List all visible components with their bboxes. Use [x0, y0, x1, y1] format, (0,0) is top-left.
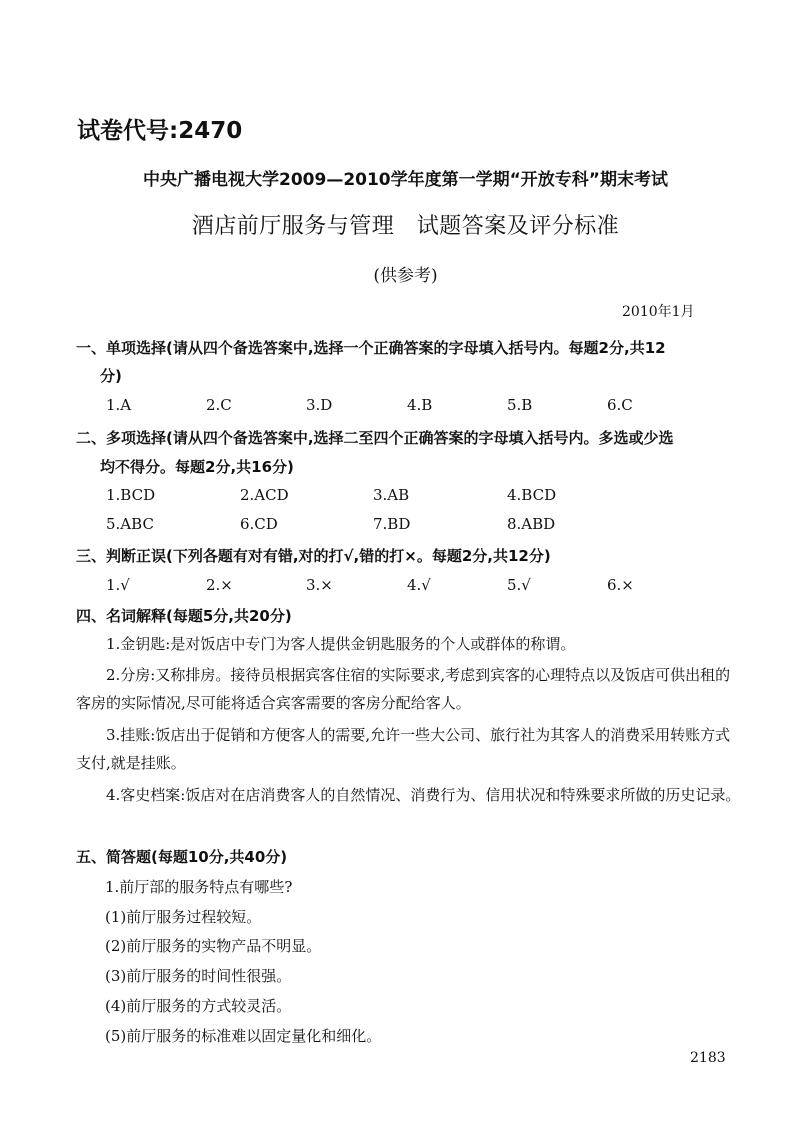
s2-answer-6: 6.CD	[240, 515, 278, 533]
s2-answer-4: 4.BCD	[507, 486, 557, 504]
term-guest-history: 4.客史档案:饭店对在店消费客人的自然情况、消费行为、信用状况和特殊要求所做的历史记录。	[106, 786, 741, 804]
section-1-title-cont: 分)	[100, 367, 122, 385]
s3-answer-3: 3.×	[306, 576, 333, 594]
s3-answer-6: 6.×	[607, 576, 634, 594]
reference-note: (供参考)	[373, 266, 438, 286]
s2-answer-5: 5.ABC	[106, 515, 154, 533]
section-3-title: 三、判断正误(下列各题有对有错,对的打√,错的打×。每题2分,共12分)	[76, 547, 551, 565]
answer-point-5: (5)前厅服务的标准难以固定量化和细化。	[105, 1027, 382, 1045]
term-golden-key: 1.金钥匙:是对饭店中专门为客人提供金钥匙服务的个人或群体的称谓。	[106, 635, 576, 653]
s3-answer-2: 2.×	[206, 576, 233, 594]
s2-answer-2: 2.ACD	[240, 486, 289, 504]
s1-answer-3: 3.D	[306, 396, 333, 414]
answer-point-3: (3)前厅服务的时间性很强。	[105, 967, 292, 985]
answer-point-2: (2)前厅服务的实物产品不明显。	[105, 937, 322, 955]
section-4-title: 四、名词解释(每题5分,共20分)	[76, 607, 292, 625]
s3-answer-5: 5.√	[507, 576, 531, 594]
s2-answer-3: 3.AB	[373, 486, 410, 504]
s1-answer-2: 2.C	[206, 396, 232, 414]
page-number: 2183	[690, 1050, 726, 1066]
page-title: 酒店前厅服务与管理 试题答案及评分标准	[191, 214, 620, 239]
paper-code: 试卷代号:2470	[77, 118, 243, 144]
section-2-title: 二、多项选择(请从四个备选答案中,选择二至四个正确答案的字母填入括号内。多选或少选	[76, 429, 674, 447]
question-1: 1.前厅部的服务特点有哪些?	[105, 878, 293, 896]
section-1-title: 一、单项选择(请从四个备选答案中,选择一个正确答案的字母填入括号内。每题2分,共12	[76, 339, 666, 357]
answer-point-1: (1)前厅服务过程较短。	[105, 908, 262, 926]
exam-heading: 中央广播电视大学2009—2010学年度第一学期“开放专科”期末考试	[143, 170, 668, 190]
s1-answer-6: 6.C	[607, 396, 633, 414]
s3-answer-1: 1.√	[106, 576, 130, 594]
section-2-title-cont: 均不得分。每题2分,共16分)	[100, 458, 294, 476]
s3-answer-4: 4.√	[407, 576, 431, 594]
s2-answer-8: 8.ABD	[507, 515, 556, 533]
answer-point-4: (4)前厅服务的方式较灵活。	[105, 997, 292, 1015]
s1-answer-5: 5.B	[507, 396, 533, 414]
term-charge-account: 3.挂账:饭店出于促销和方便客人的需要,允许一些大公司、旅行社为其客人的消费采用转账方式支付,就是挂账。	[76, 726, 731, 772]
s2-answer-1: 1.BCD	[106, 486, 156, 504]
term-room-assignment: 2.分房:又称排房。接待员根据宾客住宿的实际要求,考虑到宾客的心理特点以及饭店可供出租的客房的实际情况,尽可能将适合宾客需要的客房分配给客人。	[76, 666, 731, 712]
exam-date: 2010年1月	[622, 304, 695, 320]
s1-answer-4: 4.B	[407, 396, 433, 414]
s1-answer-1: 1.A	[106, 396, 132, 414]
section-5-title: 五、简答题(每题10分,共40分)	[76, 848, 288, 866]
s2-answer-7: 7.BD	[373, 515, 411, 533]
